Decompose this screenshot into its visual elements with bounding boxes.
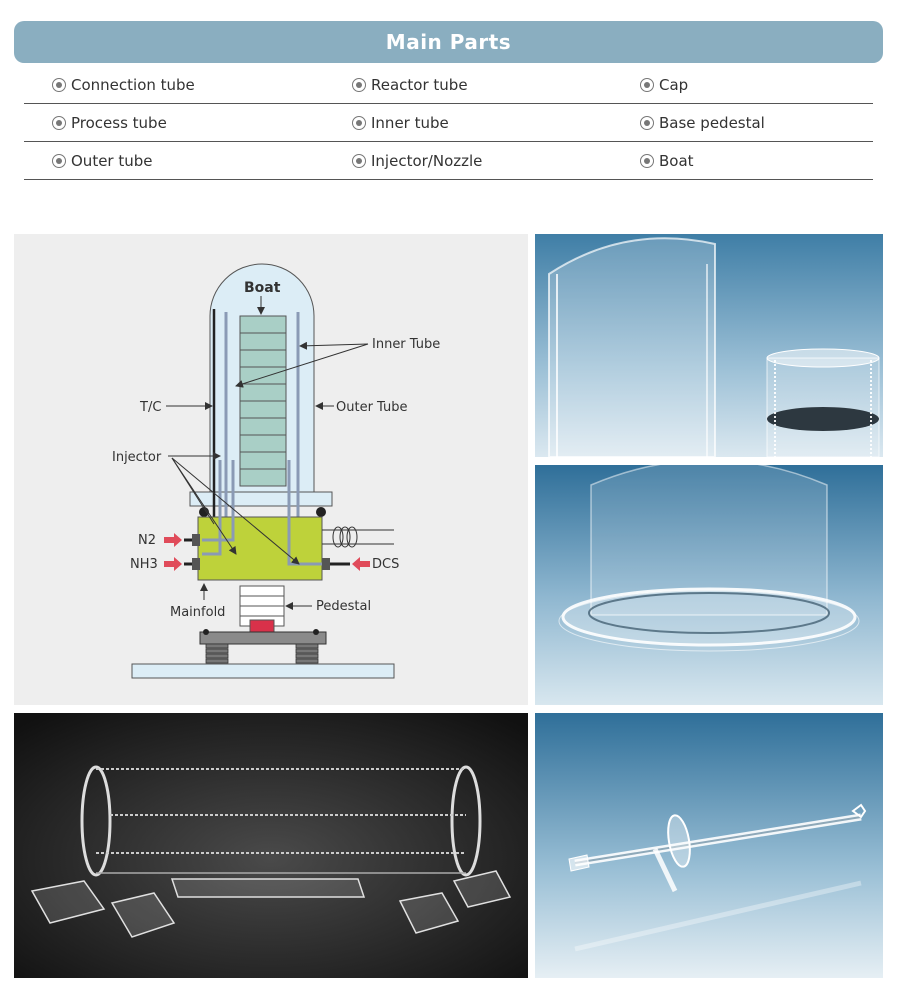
bullet-icon: [52, 116, 66, 130]
bullet-icon: [352, 116, 366, 130]
bullet-icon: [52, 154, 66, 168]
label-dcs: DCS: [372, 557, 400, 572]
parts-item: Cap: [640, 76, 688, 94]
bullet-icon: [640, 78, 654, 92]
reactor-diagram-svg: [14, 234, 528, 705]
quartz-bell-flange-photo: [535, 465, 883, 705]
label-boat: Boat: [244, 280, 281, 296]
label-pedestal: Pedestal: [316, 599, 372, 614]
nh3-arrow-icon: [164, 557, 182, 571]
quartz-injector-photo: [535, 713, 883, 978]
quartz-injector-image: [535, 713, 883, 978]
label-inner-tube: Inner Tube: [372, 337, 441, 352]
parts-row: [24, 142, 873, 180]
parts-item: Outer tube: [52, 152, 153, 170]
dcs-arrow-icon: [352, 557, 370, 571]
page-title: Main Parts: [385, 30, 512, 54]
manifold-block: [198, 517, 322, 580]
n2-arrow-icon: [164, 533, 182, 547]
parts-item: Injector/Nozzle: [352, 152, 482, 170]
dome-tubes-image: [535, 234, 883, 457]
parts-item: Process tube: [52, 114, 167, 132]
parts-item: Connection tube: [52, 76, 195, 94]
tube-flange: [190, 492, 332, 506]
label-nh3: NH3: [130, 557, 158, 572]
parts-row: [24, 104, 873, 142]
quartz-dome-tubes-photo: [535, 234, 883, 457]
parts-item: Reactor tube: [352, 76, 468, 94]
label-tc: T/C: [140, 400, 162, 415]
label-outer-tube: Outer Tube: [336, 400, 408, 415]
bullet-icon: [352, 78, 366, 92]
base-plate: [200, 632, 326, 644]
parts-row: [24, 66, 873, 104]
main-parts-header: [14, 21, 883, 63]
quartz-boats-image: [14, 713, 528, 978]
parts-item: Base pedestal: [640, 114, 765, 132]
floor-plate: [132, 664, 394, 678]
label-injector: Injector: [112, 450, 162, 465]
parts-item: Inner tube: [352, 114, 449, 132]
parts-item: Boat: [640, 152, 694, 170]
reactor-diagram: [14, 234, 528, 705]
label-n2: N2: [138, 533, 156, 548]
parts-table: [24, 66, 873, 180]
bullet-icon: [52, 78, 66, 92]
bell-flange-image: [535, 465, 883, 705]
bullet-icon: [640, 154, 654, 168]
quartz-boats-photo: [14, 713, 528, 978]
bullet-icon: [640, 116, 654, 130]
label-mainfold: Mainfold: [170, 605, 226, 620]
bullet-icon: [352, 154, 366, 168]
